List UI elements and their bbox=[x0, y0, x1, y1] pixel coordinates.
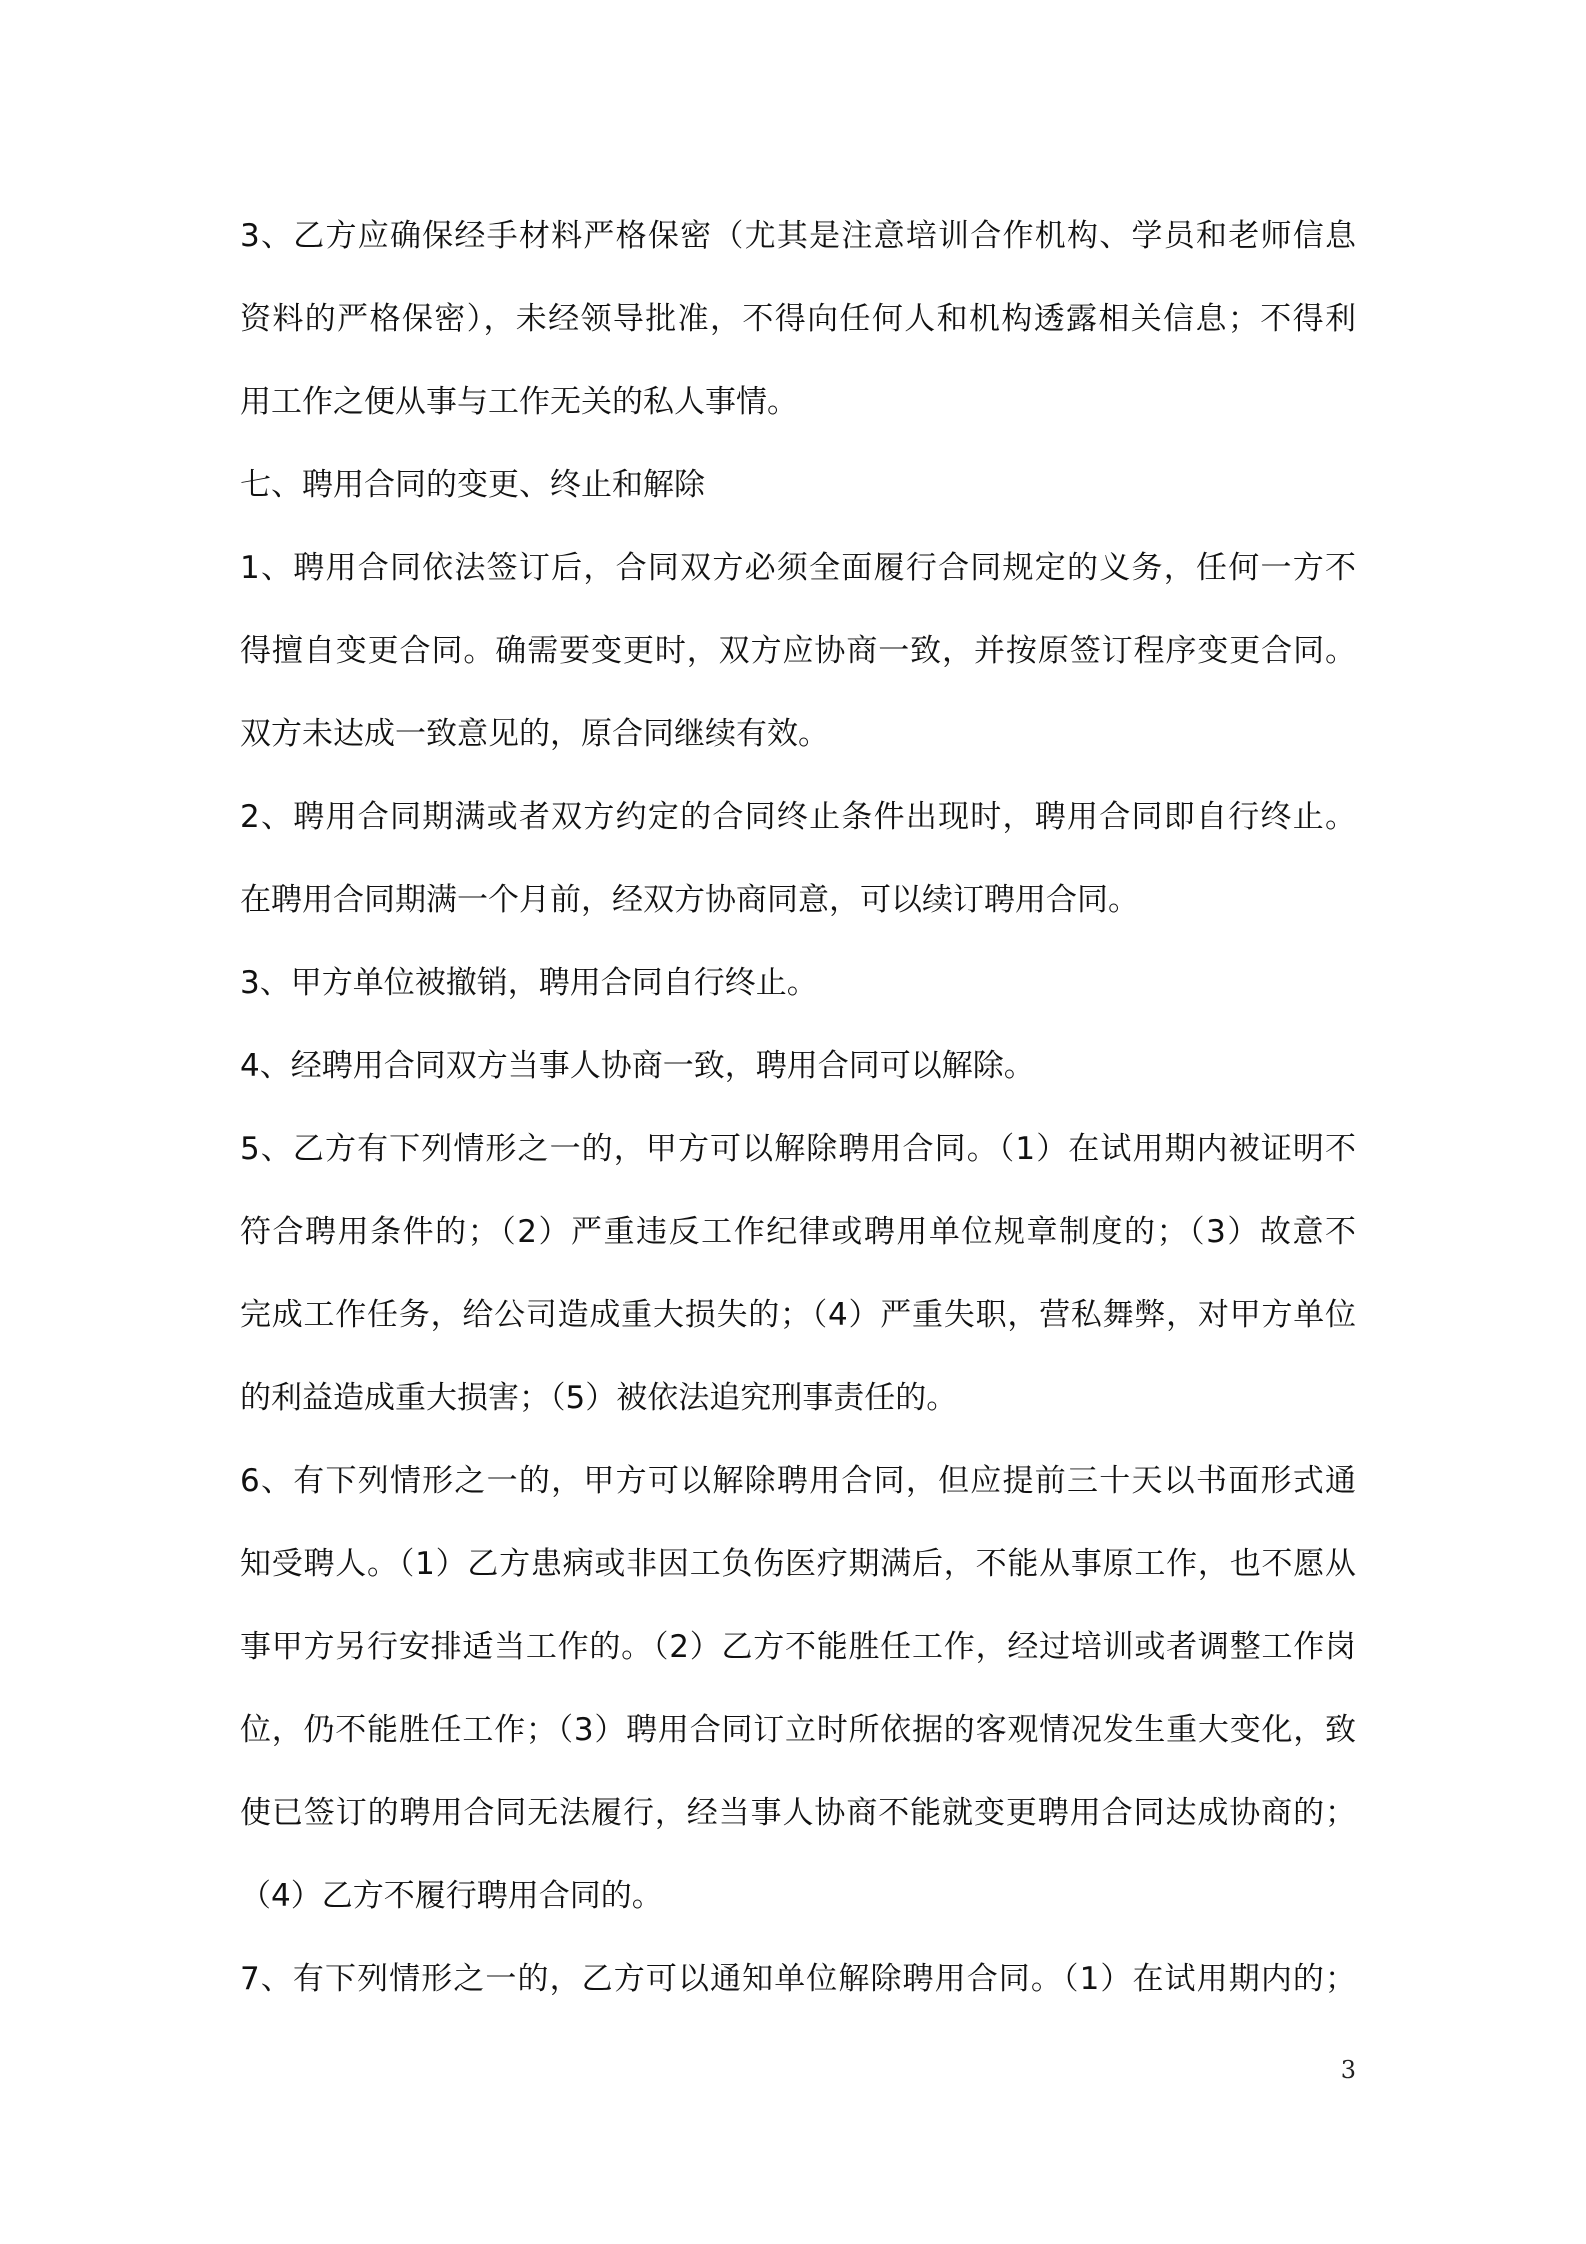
text-line: 资料的严格保密），未经领导批准，不得向任何人和机构透露相关信息；不得利 bbox=[240, 301, 1356, 337]
text-line: 用工作之便从事与工作无关的私人事情。 bbox=[240, 384, 798, 420]
page-number: 3 bbox=[1340, 2056, 1356, 2084]
text-line: 的利益造成重大损害；（5）被依法追究刑事责任的。 bbox=[240, 1380, 958, 1416]
text-line: 3、甲方单位被撤销，聘用合同自行终止。 bbox=[240, 965, 818, 1001]
text-line: 1、聘用合同依法签订后，合同双方必须全面履行合同规定的义务，任何一方不 bbox=[240, 550, 1356, 586]
text-line: 5、乙方有下列情形之一的，甲方可以解除聘用合同。（1）在试用期内被证明不 bbox=[240, 1131, 1356, 1167]
section-heading: 七、聘用合同的变更、终止和解除 bbox=[240, 467, 705, 503]
text-line: 得擅自变更合同。确需要变更时，双方应协商一致，并按原签订程序变更合同。 bbox=[240, 633, 1356, 669]
text-line: 双方未达成一致意见的，原合同继续有效。 bbox=[240, 716, 829, 752]
text-line: 7、有下列情形之一的，乙方可以通知单位解除聘用合同。（1）在试用期内的； bbox=[240, 1961, 1356, 1997]
text-line: 在聘用合同期满一个月前，经双方协商同意，可以续订聘用合同。 bbox=[240, 882, 1139, 918]
text-line: （4）乙方不履行聘用合同的。 bbox=[240, 1878, 663, 1914]
text-line: 6、有下列情形之一的，甲方可以解除聘用合同，但应提前三十天以书面形式通 bbox=[240, 1463, 1356, 1499]
text-line: 事甲方另行安排适当工作的。（2）乙方不能胜任工作，经过培训或者调整工作岗 bbox=[240, 1629, 1356, 1665]
text-line: 位，仍不能胜任工作；（3）聘用合同订立时所依据的客观情况发生重大变化，致 bbox=[240, 1712, 1356, 1748]
text-line: 4、经聘用合同双方当事人协商一致，聘用合同可以解除。 bbox=[240, 1048, 1035, 1084]
text-line: 完成工作任务，给公司造成重大损失的；（4）严重失职，营私舞弊，对甲方单位 bbox=[240, 1297, 1356, 1333]
text-line: 使已签订的聘用合同无法履行，经当事人协商不能就变更聘用合同达成协商的； bbox=[240, 1795, 1356, 1831]
text-line: 知受聘人。（1）乙方患病或非因工负伤医疗期满后，不能从事原工作，也不愿从 bbox=[240, 1546, 1356, 1582]
text-line: 符合聘用条件的；（2）严重违反工作纪律或聘用单位规章制度的；（3）故意不 bbox=[240, 1214, 1356, 1250]
text-line: 3、乙方应确保经手材料严格保密（尤其是注意培训合作机构、学员和老师信息 bbox=[240, 218, 1356, 254]
text-line: 2、聘用合同期满或者双方约定的合同终止条件出现时，聘用合同即自行终止。 bbox=[240, 799, 1356, 835]
document-body bbox=[240, 195, 1356, 2021]
